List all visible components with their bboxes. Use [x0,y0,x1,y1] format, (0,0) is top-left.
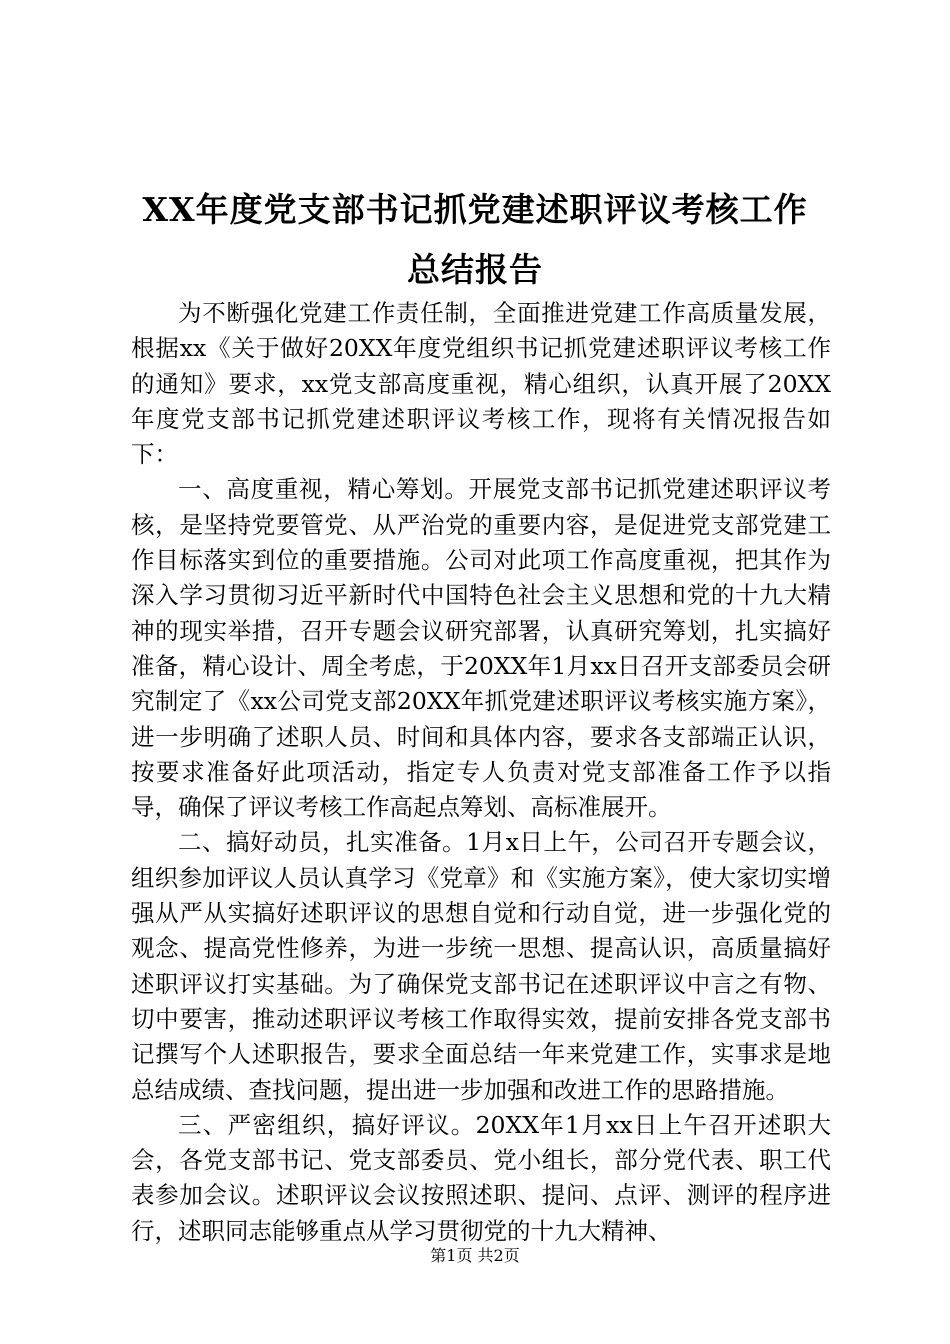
document-title-line-1: XX年度党支部书记抓党建述职评议考核工作 [142,190,808,229]
paragraph-section-1: 一、高度重视，精心筹划。开展党支部书记抓党建述职评议考核，是坚持党要管党、从严治党的重要内容，是促进党支部党建工作目标落实到位的重要措施。公司对此项工作高度重视，把其作为深入学习贯彻习近平新时代中国特色社会主义思想和党的十九大精神的现实举措，召开专题会议研究部署，认真研究筹划，扎实搞好准备，精心设计、周全考虑，于20XX年1月xx日召开支部委员会研究制定了《xx公司党支部20XX年抓党建述职评议考核实施方案》，进一步明确了述职人员、时间和具体内容，要求各支部端正认识，按要求准备好此项活动，指定专人负责对党支部准备工作予以指导，确保了评议考核工作高起点筹划、高标准展开。 [131,475,831,822]
paragraph-section-2: 二、搞好动员，扎实准备。1月x日上午，公司召开专题会议，组织参加评议人员认真学习《党章》和《实施方案》，使大家切实增强从严从实搞好述职评议的思想自觉和行动自觉，进一步强化党的观念、提高党性修养，为进一步统一思想、提高认识，高质量搞好述职评议打实基础。为了确保党支部书记在述职评议中言之有物、切中要害，推动述职评议考核工作取得实效，提前安排各党支部书记撰写个人述职报告，要求全面总结一年来党建工作，实事求是地总结成绩、查找问题，提出进一步加强和改进工作的思路措施。 [131,828,831,1104]
document-body [131,296,831,1249]
document-title-line-2: 总结报告 [407,250,543,289]
page-footer: 第1页 共2页 [430,1246,520,1265]
paragraph-section-3: 三、严密组织，搞好评议。20XX年1月xx日上午召开述职大会，各党支部书记、党支部委员、党小组长，部分党代表、职工代表参加会议。述职评议会议按照述职、提问、点评、测评的程序进行，述职同志能够重点从学习贯彻党的十九大精神、 [131,1110,831,1245]
paragraph-intro: 为不断强化党建工作责任制，全面推进党建工作高质量发展，根据xx《关于做好20XX年度党组织书记抓党建述职评议考核工作的通知》要求，xx党支部高度重视，精心组织，认真开展了20XX年度党支部书记抓党建述职评议考核工作，现将有关情况报告如下： [131,299,831,469]
